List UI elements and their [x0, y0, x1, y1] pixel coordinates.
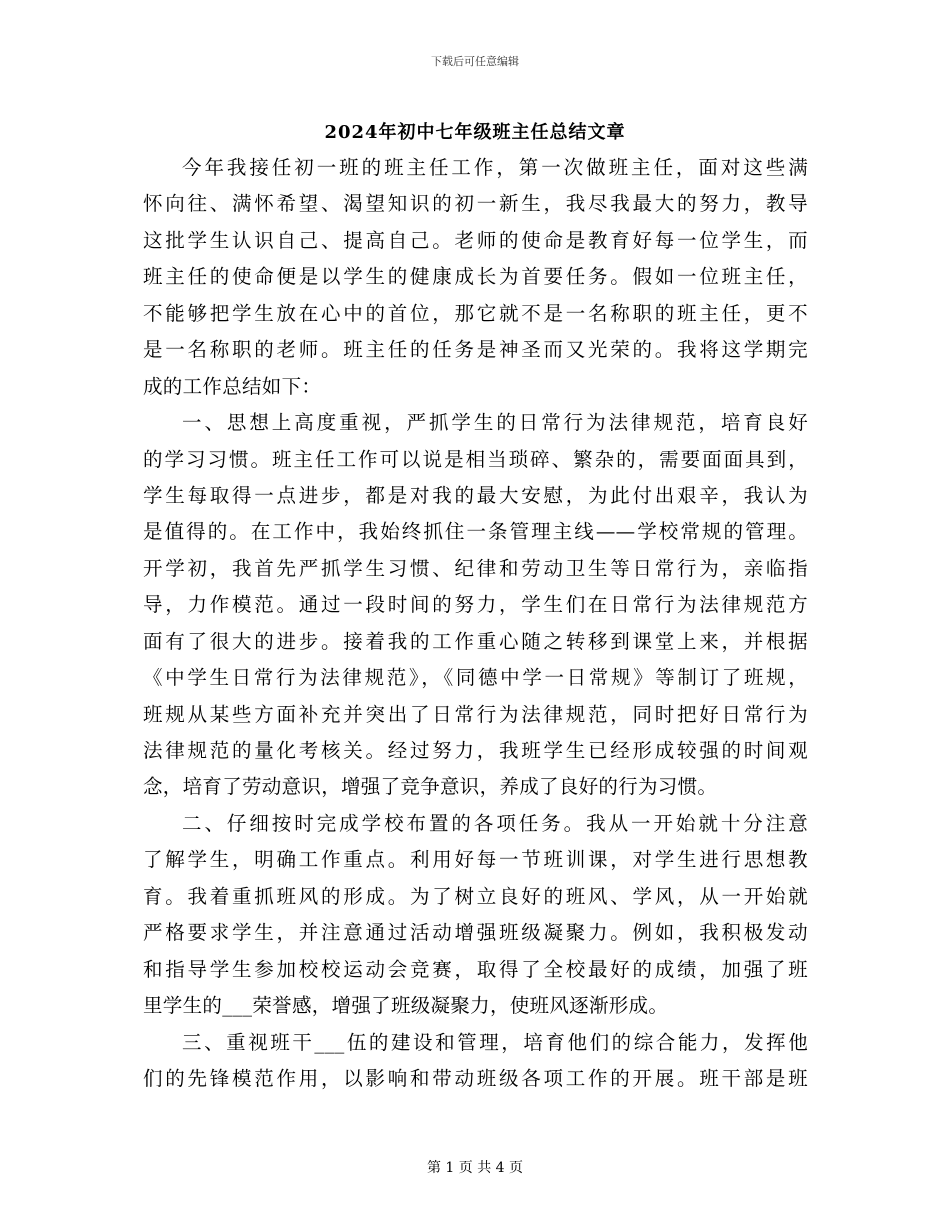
paragraph-line: 严格要求学生，并注意通过活动增强班级凝聚力。例如，我积极发动 — [143, 921, 808, 945]
page-number: 第 1 页 共 4 页 — [426, 1160, 524, 1176]
paragraph-line: 二、仔细按时完成学校布置的各项任务。我从一开始就十分注意 — [182, 811, 808, 835]
paragraph-line: 导，力作模范。通过一段时间的努力，学生们在日常行为法律规范方 — [143, 593, 808, 617]
paragraph-line: 学生每取得一点进步，都是对我的最大安慰，为此付出艰辛，我认为 — [143, 483, 808, 507]
paragraph-line: 不能够把学生放在心中的首位，那它就不是一名称职的班主任，更不 — [143, 301, 808, 325]
paragraph-line: 们的先锋模范作用，以影响和带动班级各项工作的开展。班干部是班 — [143, 1066, 808, 1090]
paragraph-line: 怀向往、满怀希望、渴望知识的初一新生，我尽我最大的努力，教导 — [143, 192, 808, 216]
paragraph-line: 班主任的使命便是以学生的健康成长为首要任务。假如一位班主任， — [143, 265, 808, 289]
paragraph-line: 今年我接任初一班的班主任工作，第一次做班主任，面对这些满 — [182, 156, 808, 179]
paragraph-line: 三、重视班干___伍的建设和管理，培育他们的综合能力，发挥他 — [182, 1030, 809, 1054]
paragraph-line: 是一名称职的老师。班主任的任务是神圣而又光荣的。我将这学期完 — [143, 338, 808, 362]
header-note: 下载后可任意编辑 — [431, 55, 519, 68]
paragraph-line: 这批学生认识自己、提高自己。老师的使命是教育好每一位学生，而 — [143, 228, 808, 252]
document-body — [143, 150, 808, 1097]
paragraph-line: 是值得的。在工作中，我始终抓住一条管理主线——学校常规的管理。 — [143, 520, 808, 544]
paragraph-line: 面有了很大的进步。接着我的工作重心随之转移到课堂上来，并根据 — [143, 629, 808, 653]
paragraph-line: 的学习习惯。班主任工作可以说是相当琐碎、繁杂的，需要面面具到， — [143, 447, 808, 471]
paragraph-line: 里学生的___荣誉感，增强了班级凝聚力，使班风逐渐形成。 — [143, 994, 669, 1018]
paragraph-line: 开学初，我首先严抓学生习惯、纪律和劳动卫生等日常行为，亲临指 — [143, 556, 808, 580]
paragraph-line: 了解学生，明确工作重点。利用好每一节班训课，对学生进行思想教 — [143, 848, 808, 872]
paragraph-line: 育。我着重抓班风的形成。为了树立良好的班风、学风，从一开始就 — [143, 884, 808, 908]
paragraph-line: 成的工作总结如下： — [143, 374, 322, 398]
paragraph-line: 一、思想上高度重视，严抓学生的日常行为法律规范，培育良好 — [182, 411, 808, 435]
paragraph-line: 班规从某些方面补充并突出了日常行为法律规范，同时把好日常行为 — [143, 702, 808, 726]
paragraph-line: 和指导学生参加校校运动会竞赛，取得了全校最好的成绩，加强了班 — [143, 957, 808, 981]
document-title: 2024年初中七年级班主任总结文章 — [324, 122, 626, 143]
paragraph-line: 《中学生日常行为法律规范》，《同德中学一日常规》等制订了班规， — [143, 666, 808, 690]
paragraph-line: 法律规范的量化考核关。经过努力，我班学生已经形成较强的时间观 — [143, 739, 808, 762]
paragraph-line: 念，培育了劳动意识，增强了竞争意识，养成了良好的行为习惯。 — [143, 775, 718, 799]
